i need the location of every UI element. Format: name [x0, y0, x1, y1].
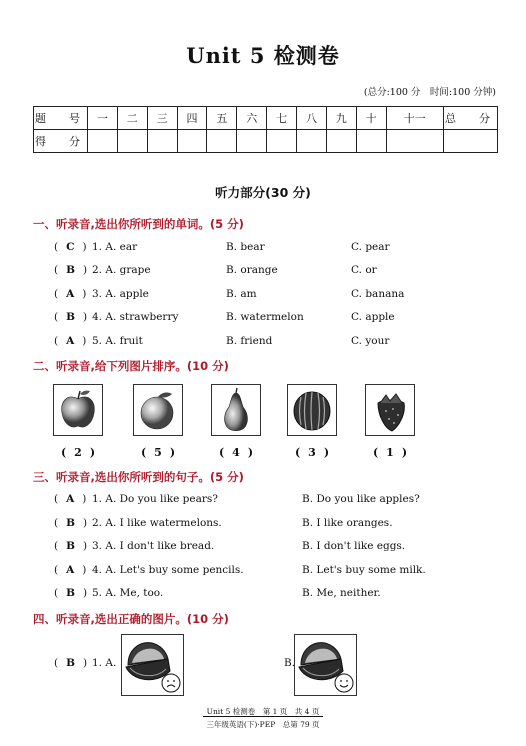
empty-cell	[297, 130, 327, 153]
option-b: B. I like oranges.	[302, 517, 393, 529]
option-b-picture	[294, 634, 357, 696]
empty-cell	[386, 130, 443, 153]
section3-title: 三、听录音,选出你所听到的句子。(5 分)	[33, 470, 244, 484]
option-b: B. Let's buy some milk.	[302, 564, 426, 576]
total-score-time: (总分:100 分 时间:100 分钟)	[363, 87, 496, 98]
footer-line1: Unit 5 检测卷 第 1 页 共 4 页	[0, 706, 526, 717]
option-b: B.	[284, 657, 296, 669]
question-row: ( B ) 4. A. strawberry B. watermelon C. apple	[54, 311, 395, 323]
empty-cell	[356, 130, 386, 153]
option-c: C. pear	[351, 241, 390, 253]
option-a: 5. A. Me, too.	[92, 587, 164, 599]
score-cell: 题 号	[34, 107, 88, 130]
option-c: C. apple	[351, 311, 395, 323]
score-cell: 四	[177, 107, 207, 130]
watermelon-icon	[288, 385, 336, 435]
score-cell: 十	[356, 107, 386, 130]
strawberry-picture	[365, 384, 415, 436]
option-a: 4. A. strawberry	[92, 311, 179, 323]
question-row: ( A ) 5. A. fruit B. friend C. your	[54, 335, 390, 347]
section1-title: 一、听录音,选出你所听到的单词。(5 分)	[33, 217, 244, 231]
picture-order-label: ( 5 )	[140, 446, 176, 459]
score-table-score-row	[34, 130, 498, 153]
score-cell: 三	[147, 107, 177, 130]
orange-icon	[134, 385, 182, 435]
picture-order-label: ( 2 )	[60, 446, 96, 459]
picture-order-label: ( 1 )	[372, 446, 408, 459]
watermelon-sad-face-icon	[122, 635, 183, 695]
pear-icon	[212, 385, 260, 435]
empty-cell	[117, 130, 147, 153]
answer: B	[66, 657, 75, 669]
option-c: C. or	[351, 264, 377, 276]
question-row: ( B ) 5. A. Me, too. B. Me, neither.	[54, 587, 381, 599]
pear-picture	[211, 384, 261, 436]
option-a-picture	[121, 634, 184, 696]
score-cell: 六	[237, 107, 267, 130]
empty-cell	[207, 130, 237, 153]
score-cell: 十一	[386, 107, 443, 130]
score-table	[33, 106, 498, 153]
empty-cell	[444, 130, 498, 153]
question-row: ( B ) 1. A. B.	[54, 657, 296, 669]
answer: C	[66, 241, 75, 253]
option-a: 1. A. ear	[92, 241, 138, 253]
score-cell: 得 分	[34, 130, 88, 153]
section4-title: 四、听录音,选出正确的图片。(10 分)	[33, 612, 229, 626]
option-b: B. bear	[226, 241, 265, 253]
watermelon-happy-face-icon	[295, 635, 356, 695]
option-a: 1. A.	[92, 657, 117, 669]
question-row: ( A ) 3. A. apple B. am C. banana	[54, 288, 405, 300]
answer: B	[66, 540, 75, 552]
answer: B	[66, 587, 75, 599]
option-b: B. friend	[226, 335, 273, 347]
score-cell: 总 分	[444, 107, 498, 130]
answer: A	[66, 493, 75, 505]
empty-cell	[267, 130, 297, 153]
empty-cell	[88, 130, 118, 153]
section2-title: 二、听录音,给下列图片排序。(10 分)	[33, 359, 229, 373]
question-row: ( C ) 1. A. ear B. bear C. pear	[54, 241, 390, 253]
question-row: ( A ) 4. A. Let's buy some pencils. B. Let's buy some milk.	[54, 564, 426, 576]
score-cell: 一	[88, 107, 118, 130]
option-a: 3. A. apple	[92, 288, 149, 300]
question-row: ( A ) 1. A. Do you like pears? B. Do you like apples?	[54, 493, 420, 505]
orange-picture	[133, 384, 183, 436]
score-cell: 九	[326, 107, 356, 130]
option-c: C. your	[351, 335, 390, 347]
picture-order-label: ( 3 )	[294, 446, 330, 459]
picture-order-label: ( 4 )	[218, 446, 254, 459]
score-table-header-row	[34, 107, 498, 130]
score-cell: 二	[117, 107, 147, 130]
apple-picture	[53, 384, 103, 436]
option-b: B. Do you like apples?	[302, 493, 420, 505]
listening-part-title: 听力部分(30 分)	[215, 185, 311, 200]
page-title: Unit 5 检测卷	[186, 43, 340, 68]
apple-icon	[54, 385, 102, 435]
score-cell: 五	[207, 107, 237, 130]
score-cell: 八	[297, 107, 327, 130]
empty-cell	[147, 130, 177, 153]
option-b: B. am	[226, 288, 257, 300]
footer-line2: 三年级英语(下)·PEP 总第 79 页	[206, 720, 320, 729]
option-a: 3. A. I don't like bread.	[92, 540, 215, 552]
answer: B	[66, 264, 75, 276]
option-c: C. banana	[351, 288, 405, 300]
empty-cell	[237, 130, 267, 153]
option-a: 1. A. Do you like pears?	[92, 493, 218, 505]
option-b: B. I don't like eggs.	[302, 540, 406, 552]
question-row: ( B ) 3. A. I don't like bread. B. I don't like eggs.	[54, 540, 406, 552]
option-a: 2. A. I like watermelons.	[92, 517, 222, 529]
strawberry-icon	[366, 385, 414, 435]
option-b: B. Me, neither.	[302, 587, 381, 599]
question-row: ( B ) 2. A. grape B. orange C. or	[54, 264, 377, 276]
watermelon-picture	[287, 384, 337, 436]
answer: A	[66, 564, 75, 576]
option-a: 2. A. grape	[92, 264, 151, 276]
question-row: ( B ) 2. A. I like watermelons. B. I like oranges.	[54, 517, 393, 529]
score-cell: 七	[267, 107, 297, 130]
option-b: B. watermelon	[226, 311, 304, 323]
answer: B	[66, 311, 75, 323]
empty-cell	[326, 130, 356, 153]
option-b: B. orange	[226, 264, 278, 276]
answer: B	[66, 517, 75, 529]
option-a: 5. A. fruit	[92, 335, 143, 347]
empty-cell	[177, 130, 207, 153]
answer: A	[66, 335, 75, 347]
option-a: 4. A. Let's buy some pencils.	[92, 564, 244, 576]
answer: A	[66, 288, 75, 300]
